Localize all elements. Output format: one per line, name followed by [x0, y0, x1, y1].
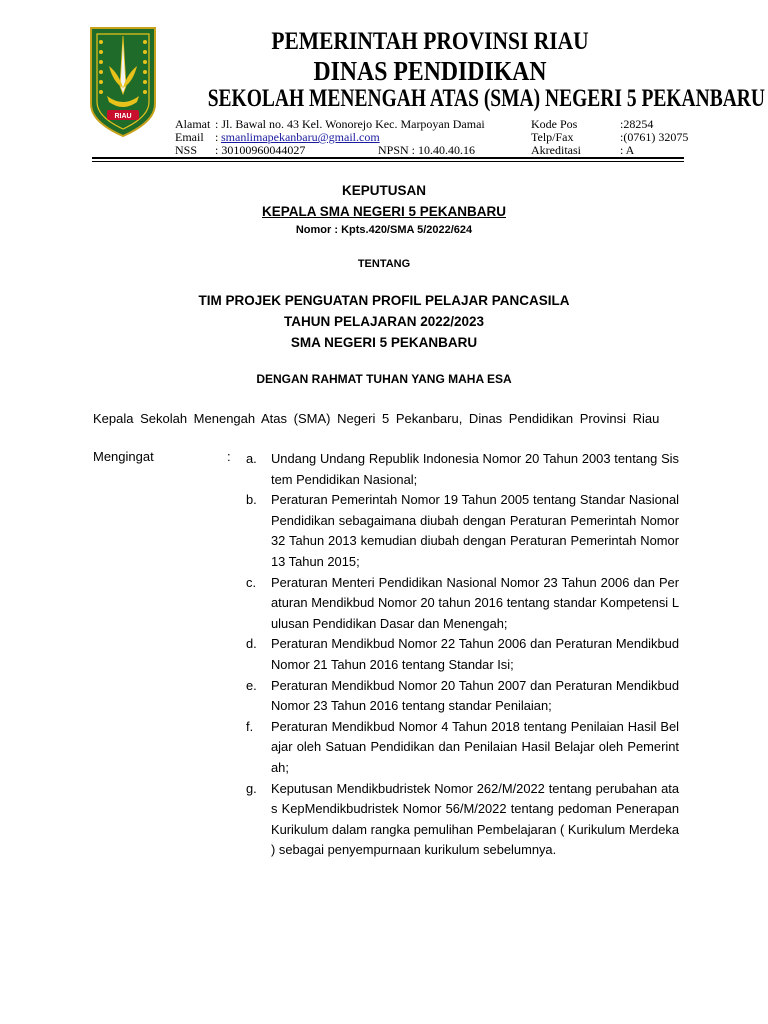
- email-label: Email: [175, 130, 204, 144]
- list-item-letter: f.: [246, 718, 254, 734]
- list-item: [243, 573, 679, 635]
- decree-authority: KEPALA SMA NEGERI 5 PEKANBARU: [261, 204, 507, 219]
- decree-subject-3: SMA NEGERI 5 PEKANBARU: [290, 335, 478, 350]
- decree-intro: Kepala Sekolah Menengah Atas (SMA) Negeri 5 Pekanbaru, Dinas Pendidikan Provinsi Riau: [93, 411, 660, 426]
- considering-colon: :: [227, 449, 231, 464]
- letterhead-school: SEKOLAH MENENGAH ATAS (SMA) NEGERI 5 PEKANBARU: [207, 85, 765, 112]
- list-item-letter: b.: [246, 492, 257, 508]
- decree-blessing: DENGAN RAHMAT TUHAN YANG MAHA ESA: [256, 372, 512, 386]
- phone-label: Telp/Fax: [531, 130, 574, 144]
- list-item-text: Peraturan Pemerintah Nomor 19 Tahun 2005 tentang Standar Nasional Pendidikan sebagaimana diubah dengan Peraturan Pemerintah Nomor 32 Tahun 2013 kemudian diubah dengan Peraturan Pemerintah Nomor 13 Tahun 2015;: [271, 492, 679, 569]
- list-item-letter: g.: [246, 780, 257, 796]
- list-item-text: Peraturan Mendikbud Nomor 4 Tahun 2018 tentang Penilaian Hasil Belajar oleh Satuan Pendidikan dan Penilaian Hasil Belajar oleh Pemerintah;: [271, 718, 679, 775]
- npsn-value: NPSN : 10.40.40.16: [378, 143, 476, 157]
- list-item: [243, 449, 679, 490]
- list-item: [243, 717, 679, 779]
- emblem-label: RIAU: [114, 113, 132, 120]
- list-item-text: Peraturan Mendikbud Nomor 22 Tahun 2006 dan Peraturan Mendikbud Nomor 21 Tahun 2016 tentang Standar Isi;: [271, 636, 679, 672]
- list-item: [243, 634, 679, 675]
- address-value: : Jl. Bawal no. 43 Kel. Wonorejo Kec. Marpoyan Damai: [215, 117, 485, 131]
- list-item-text: Peraturan Menteri Pendidikan Nasional Nomor 23 Tahun 2006 dan Peraturan Mendikbud Nomor 20 tahun 2016 tentang standar Kompetensi Lulusan Pendidikan Dasar dan Menengah;: [271, 574, 679, 631]
- list-item-text: Undang Undang Republik Indonesia Nomor 20 Tahun 2003 tentang Sistem Pendidikan Nasional;: [271, 451, 679, 487]
- list-item-letter: e.: [246, 677, 257, 693]
- letterhead-department: DINAS PENDIDIKAN: [313, 56, 547, 86]
- decree-subject-1: TIM PROJEK PENGUATAN PROFIL PELAJAR PANCASILA: [198, 293, 570, 308]
- postal-code-value: :28254: [620, 117, 654, 131]
- postal-code-label: Kode Pos: [531, 117, 578, 131]
- riau-emblem-icon: [89, 26, 157, 138]
- email-link[interactable]: smanlimapekanbaru@gmail.com: [221, 130, 380, 144]
- list-item-text: Keputusan Mendikbudristek Nomor 262/M/2022 tentang perubahan atas KepMendikbudristek Nomor 56/M/2022 tentang pedoman Penerapan Kurikulum dalam rangka pemulihan Pembelajaran ( Kurikulum Merdeka ) sebagai penyempurnaan kurikulum sebelumnya.: [271, 780, 679, 858]
- nss-label: NSS: [175, 143, 198, 157]
- list-item-letter: c.: [246, 574, 257, 590]
- list-item: [243, 490, 679, 572]
- letterhead-divider: [92, 157, 684, 159]
- list-item: [243, 779, 679, 861]
- email-separator: :: [215, 130, 219, 144]
- decree-number: Nomor : Kpts.420/SMA 5/2022/624: [295, 224, 473, 236]
- decree-subject-2: TAHUN PELAJARAN 2022/2023: [283, 314, 485, 329]
- decree-about: TENTANG: [357, 258, 411, 270]
- list-item: [243, 676, 679, 717]
- letterhead-divider-thin: [92, 161, 684, 162]
- considering-label: Mengingat: [93, 449, 154, 464]
- list-item-text: Peraturan Mendikbud Nomor 20 Tahun 2007 dan Peraturan Mendikbud Nomor 23 Tahun 2016 tentang standar Penilaian;: [271, 677, 679, 714]
- nss-value: : 30100960044027: [215, 143, 306, 157]
- considering-list: [243, 449, 679, 861]
- letterhead-province: PEMERINTAH PROVINSI RIAU: [271, 28, 589, 55]
- accreditation-label: Akreditasi: [531, 143, 581, 157]
- list-item-letter: a.: [246, 451, 257, 466]
- accreditation-value: : A: [620, 143, 635, 157]
- phone-value: :(0761) 32075: [620, 130, 689, 144]
- list-item-letter: d.: [246, 636, 257, 652]
- address-label: Alamat: [175, 117, 211, 131]
- decree-heading: KEPUTUSAN: [341, 183, 426, 198]
